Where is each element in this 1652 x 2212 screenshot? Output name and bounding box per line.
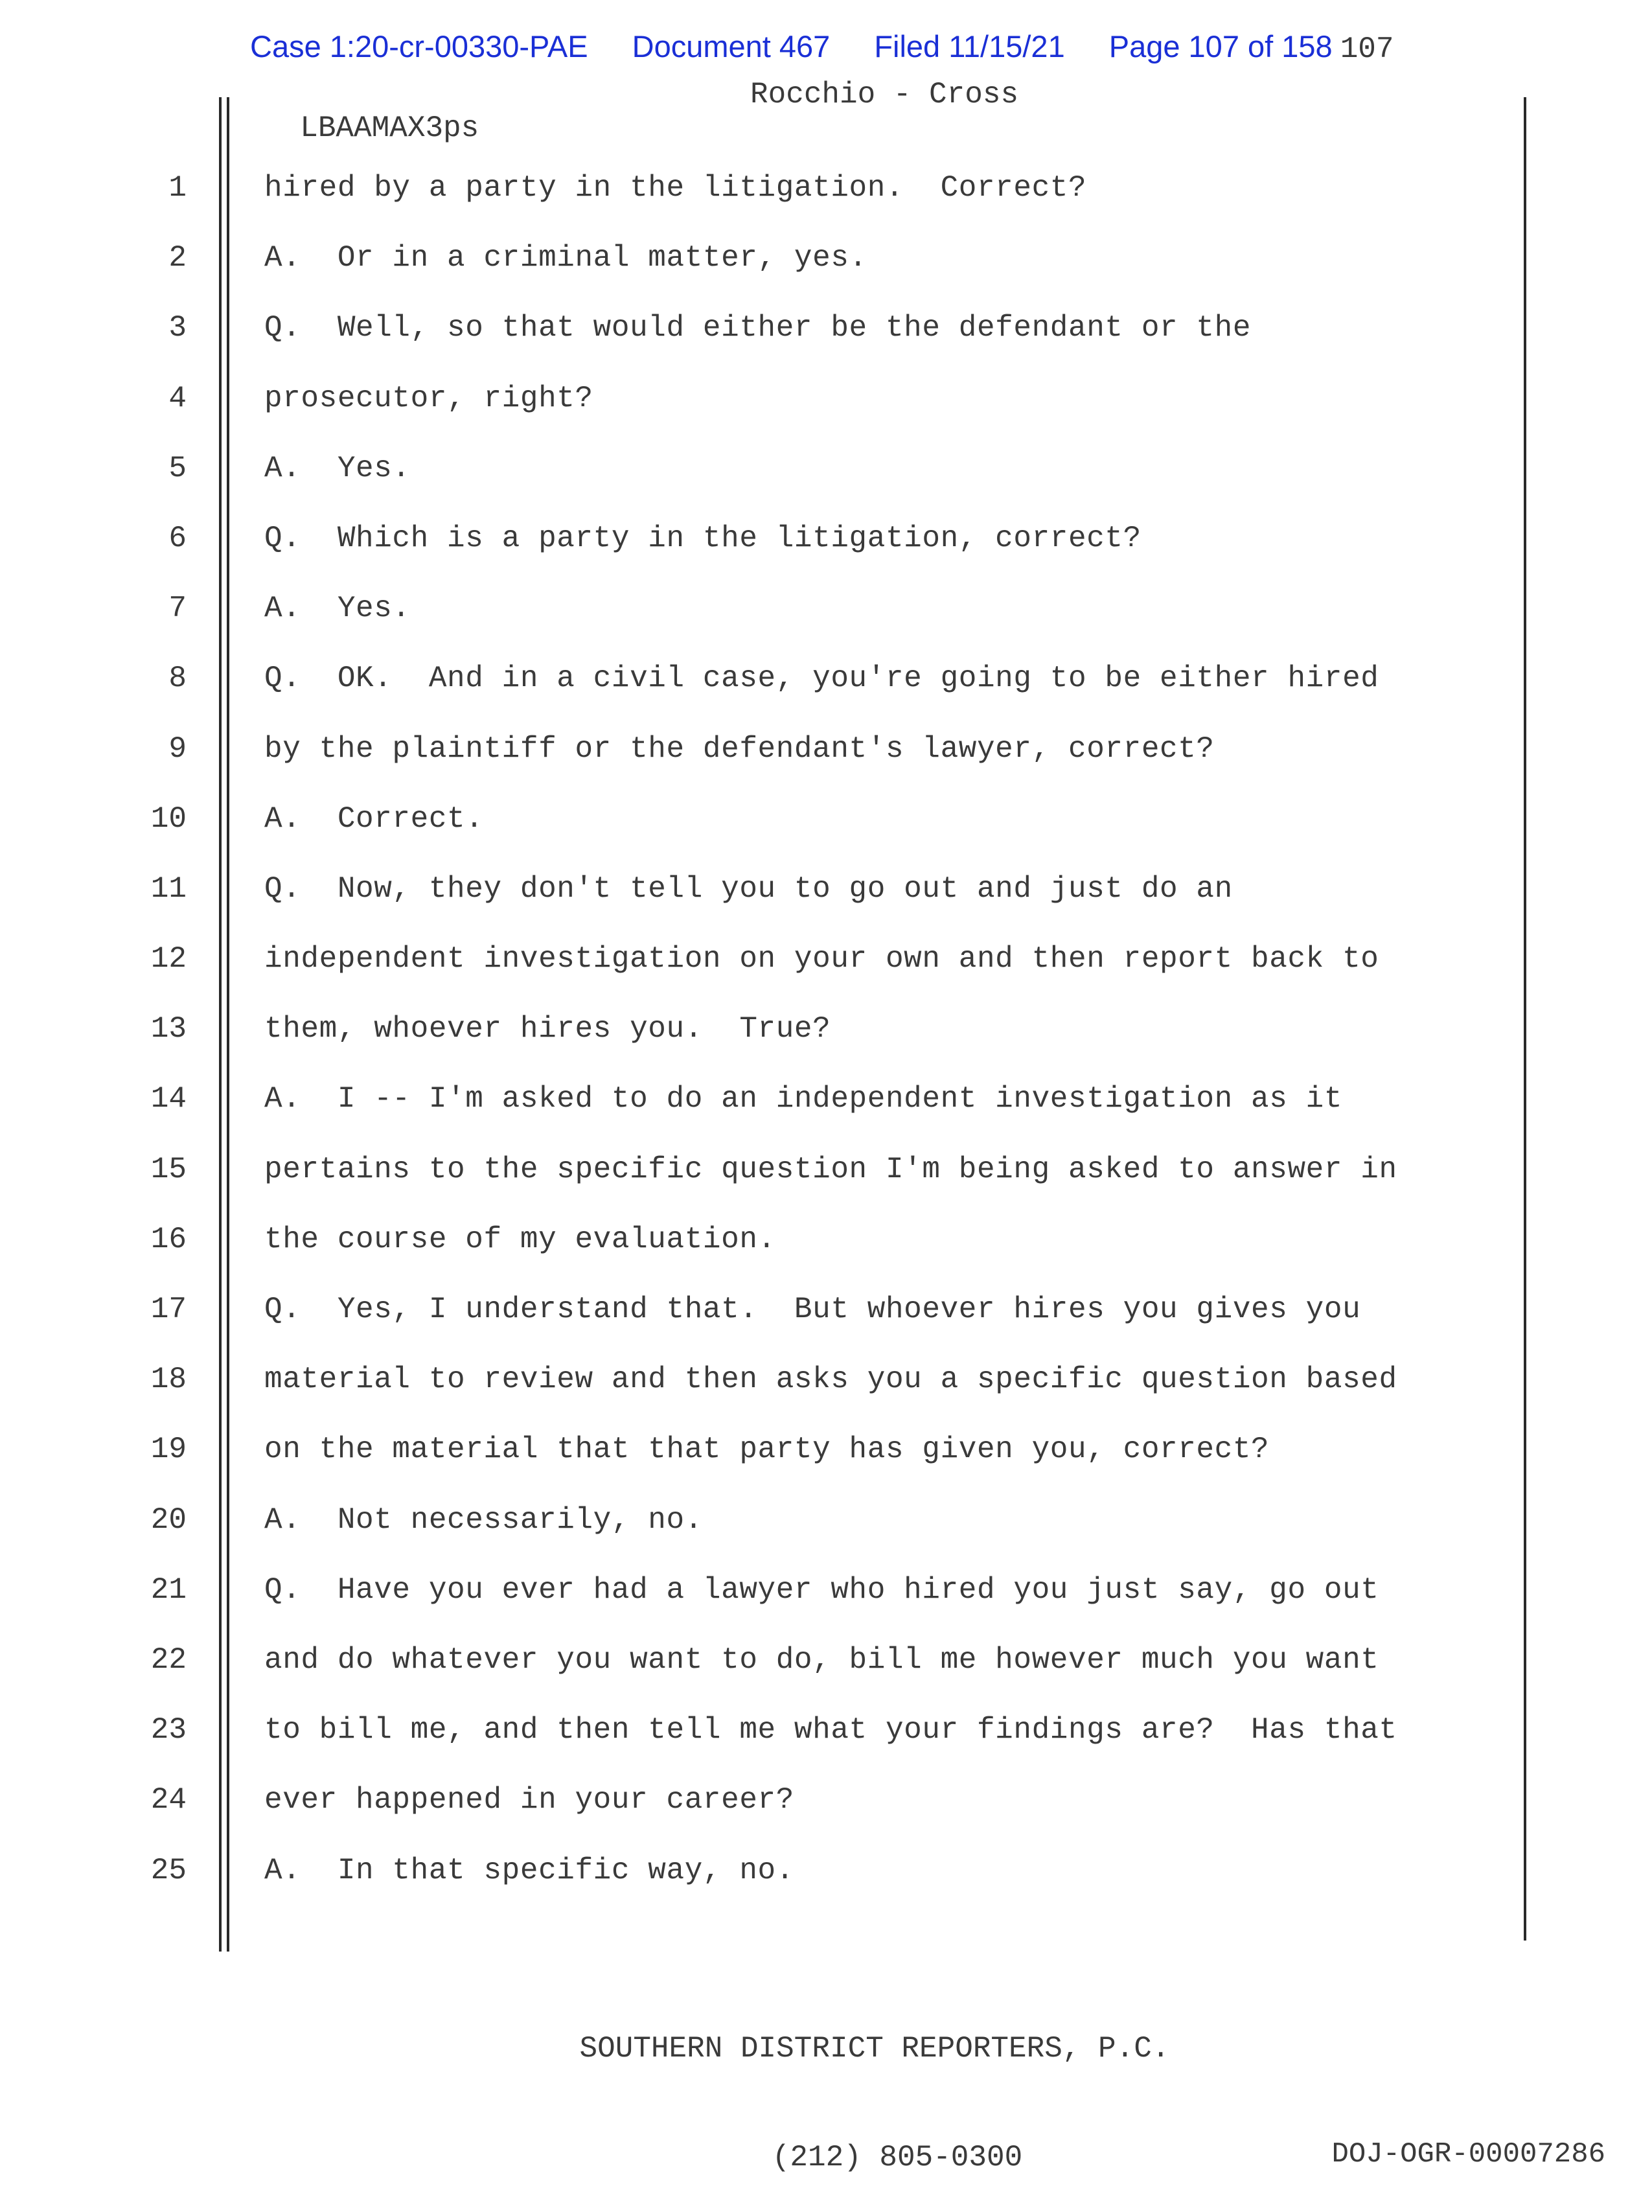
- transcript-line: [0, 1290, 1652, 1360]
- line-text: Q. Now, they don't tell you to go out and just do an: [264, 871, 1233, 906]
- transcript-line: [0, 1360, 1652, 1430]
- transcript-body: [0, 168, 1652, 1921]
- line-text: A. In that specific way, no.: [264, 1853, 794, 1887]
- ecf-filing-header: [250, 29, 1438, 74]
- docket-code: LBAAMAX3ps: [300, 111, 479, 145]
- line-number: 19: [150, 1433, 187, 1467]
- transcript-line: [0, 1430, 1652, 1500]
- transcript-line: [0, 168, 1652, 238]
- transcript-line: [0, 1220, 1652, 1290]
- line-text: hired by a party in the litigation. Correct?: [264, 171, 1087, 205]
- transcript-line: [0, 589, 1652, 659]
- transcript-line: [0, 870, 1652, 939]
- line-text: A. Or in a criminal matter, yes.: [264, 241, 867, 275]
- line-text: Q. OK. And in a civil case, you're going to be either hired: [264, 662, 1379, 696]
- transcript-line: [0, 730, 1652, 800]
- line-number: 3: [168, 311, 187, 345]
- line-text: A. Correct.: [264, 801, 484, 836]
- line-number: 22: [150, 1642, 187, 1677]
- transcript-line: [0, 1571, 1652, 1641]
- line-text: by the plaintiff or the defendant's lawyer, correct?: [264, 732, 1215, 766]
- case-number: Case 1:20-cr-00330-PAE: [250, 29, 588, 63]
- line-number: 11: [150, 871, 187, 906]
- transcript-line: [0, 1079, 1652, 1149]
- line-text: independent investigation on your own and then report back to: [264, 942, 1379, 976]
- line-text: prosecutor, right?: [264, 381, 593, 415]
- line-number: 24: [150, 1783, 187, 1817]
- line-text: Q. Which is a party in the litigation, correct?: [264, 521, 1141, 555]
- line-number: 5: [168, 451, 187, 485]
- transcript-line: [0, 238, 1652, 308]
- line-number: 4: [168, 381, 187, 415]
- line-text: material to review and then asks you a specific question based: [264, 1363, 1397, 1397]
- transcript-line: [0, 379, 1652, 449]
- reporter-name: SOUTHERN DISTRICT REPORTERS, P.C.: [579, 2032, 1170, 2066]
- line-number: 8: [168, 662, 187, 696]
- transcript-page-number: 107: [1340, 32, 1394, 66]
- line-number: 25: [150, 1853, 187, 1887]
- line-number: 9: [168, 732, 187, 766]
- line-number: 6: [168, 521, 187, 555]
- line-number: 2: [168, 241, 187, 275]
- transcript-line: [0, 1150, 1652, 1220]
- line-number: 18: [150, 1363, 187, 1397]
- line-text: the course of my evaluation.: [264, 1222, 776, 1256]
- transcript-line: [0, 449, 1652, 519]
- line-text: Q. Have you ever had a lawyer who hired you just say, go out: [264, 1573, 1379, 1607]
- line-text: on the material that that party has given you, correct?: [264, 1433, 1270, 1467]
- bates-number: DOJ-OGR-00007286: [1331, 2138, 1605, 2171]
- transcript-line: [0, 1780, 1652, 1850]
- document-number: Document 467: [632, 29, 831, 63]
- line-text: A. Not necessarily, no.: [264, 1503, 703, 1537]
- transcript-line: [0, 308, 1652, 378]
- transcript-line: [0, 519, 1652, 589]
- line-number: 13: [150, 1012, 187, 1046]
- line-number: 23: [150, 1713, 187, 1747]
- transcript-line: [0, 659, 1652, 729]
- reporter-footer: [0, 1958, 1652, 2212]
- line-number: 15: [150, 1152, 187, 1186]
- line-number: 14: [150, 1082, 187, 1116]
- transcript-line: [0, 1501, 1652, 1571]
- transcript-line: [0, 800, 1652, 870]
- line-number: 10: [150, 801, 187, 836]
- line-text: to bill me, and then tell me what your findings are? Has that: [264, 1713, 1397, 1747]
- reporter-phone: (212) 805-0300: [772, 2141, 1023, 2174]
- line-text: pertains to the specific question I'm being asked to answer in: [264, 1152, 1397, 1186]
- line-number: 12: [150, 942, 187, 976]
- line-text: A. I -- I'm asked to do an independent investigation as it: [264, 1082, 1343, 1116]
- page-of-total: Page 107 of 158: [1108, 29, 1333, 63]
- transcript-line: [0, 1641, 1652, 1711]
- line-number: 7: [168, 592, 187, 626]
- line-number: 17: [150, 1293, 187, 1326]
- witness-examination: Rocchio - Cross: [750, 78, 1019, 111]
- line-text: them, whoever hires you. True?: [264, 1012, 831, 1046]
- transcript-line: [0, 1009, 1652, 1079]
- line-number: 1: [168, 171, 187, 205]
- line-text: ever happened in your career?: [264, 1783, 794, 1817]
- transcript-line: [0, 1711, 1652, 1780]
- line-text: and do whatever you want to do, bill me however much you want: [264, 1642, 1379, 1677]
- line-text: Q. Well, so that would either be the defendant or the: [264, 311, 1252, 345]
- line-text: A. Yes.: [264, 592, 411, 626]
- line-number: 16: [150, 1222, 187, 1256]
- line-number: 20: [150, 1503, 187, 1537]
- line-number: 21: [150, 1573, 187, 1607]
- running-header: [264, 78, 1019, 179]
- transcript-line: [0, 1851, 1652, 1921]
- transcript-line: [0, 939, 1652, 1009]
- line-text: Q. Yes, I understand that. But whoever hires you gives you: [264, 1293, 1361, 1326]
- line-text: A. Yes.: [264, 451, 411, 485]
- filed-date: Filed 11/15/21: [874, 29, 1065, 63]
